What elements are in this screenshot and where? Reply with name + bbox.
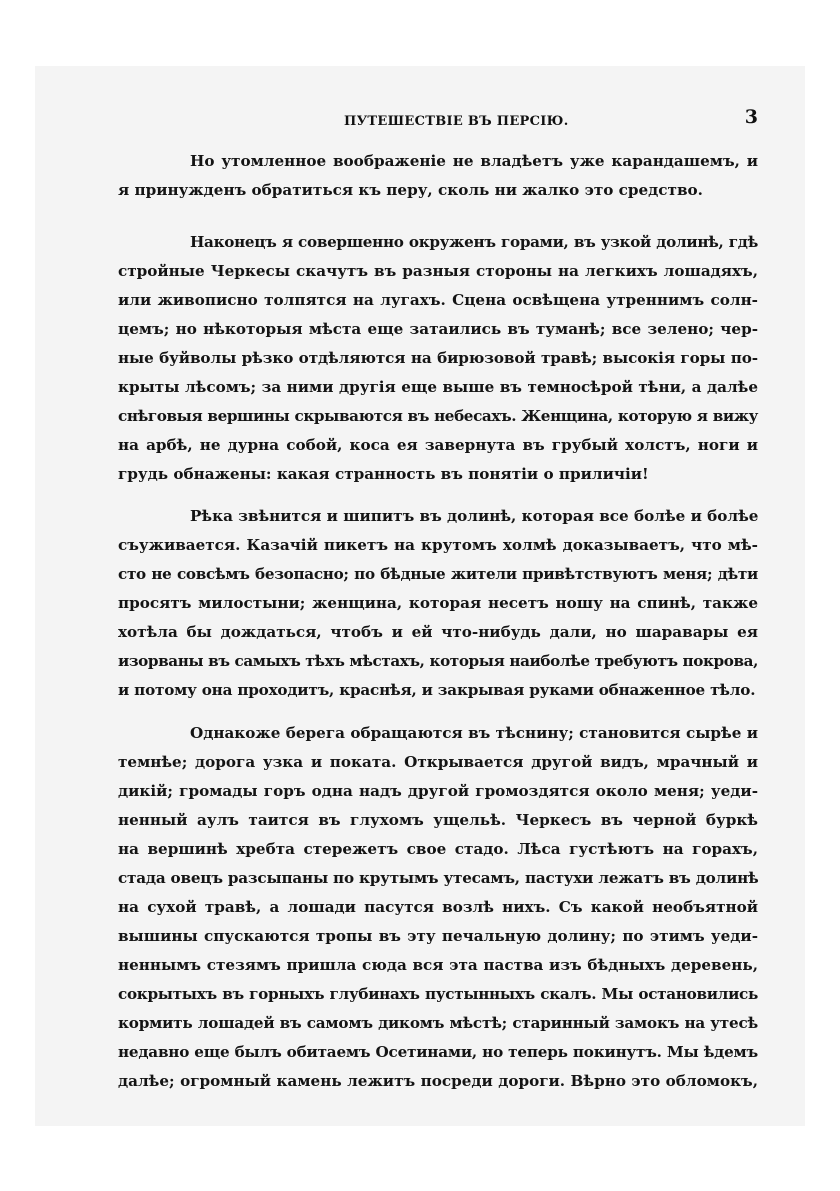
text-line: Однакоже берега обращаются въ тѣснину; становится сырѣе и: [190, 724, 758, 742]
text-line: хотѣла бы дождаться, чтобъ и ей что-нибудь дали, но шаравары ея: [118, 623, 758, 641]
text-line: просятъ милостыни; женщина, которая несетъ ношу на спинѣ, также: [118, 594, 758, 612]
text-line: снѣговыя вершины скрываются въ небесахъ. Женщина, которую я вижу: [118, 407, 758, 425]
text-line: темнѣе; дорога узка и поката. Открывается другой видъ, мрачный и: [118, 753, 758, 771]
text-line: кормить лошадей въ самомъ дикомъ мѣстѣ; старинный замокъ на утесѣ: [118, 1014, 758, 1032]
text-line: на сухой травѣ, а лошади пасутся возлѣ нихъ. Съ какой необъятной: [118, 898, 758, 916]
page-number: 3: [744, 106, 758, 128]
paragraph-1: [118, 147, 758, 205]
text-line: неннымъ стезямъ пришла сюда вся эта паства изъ бѣдныхъ деревень,: [118, 956, 758, 974]
paragraph-2: [118, 228, 758, 489]
text-line: грудь обнажены: какая странность въ понятіи о приличіи!: [118, 465, 649, 483]
text-line: крыты лѣсомъ; за ними другія еще выше въ темносѣрой тѣни, а далѣе: [118, 378, 758, 396]
running-title: ПУТЕШЕСТВІЕ ВЪ ПЕРСІЮ.: [344, 114, 569, 129]
text-line: и потому она проходитъ, краснѣя, и закрывая руками обнаженное тѣло.: [118, 681, 756, 699]
page-header: [118, 96, 768, 136]
text-line: сокрытыхъ въ горныхъ глубинахъ пустынныхъ скалъ. Мы остановились: [118, 985, 758, 1003]
text-line: ненный аулъ таится въ глухомъ ущельѣ. Черкесъ въ черной буркѣ: [118, 811, 758, 829]
text-line: на арбѣ, не дурна собой, коса ея завернута въ грубый холстъ, ноги и: [118, 436, 758, 454]
text-line: Но утомленное воображеніе не владѣетъ уже карандашемъ, и: [190, 152, 758, 170]
text-line: недавно еще былъ обитаемъ Осетинами, но теперь покинутъ. Мы ѣдемъ: [118, 1043, 758, 1061]
text-line: я принужденъ обратиться къ перу, сколь ни жалко это средство.: [118, 181, 703, 199]
text-line: Наконецъ я совершенно окруженъ горами, въ узкой долинѣ, гдѣ: [190, 233, 758, 251]
text-line: изорваны въ самыхъ тѣхъ мѣстахъ, которыя наиболѣе требуютъ покрова,: [118, 652, 758, 670]
text-line: Рѣка звѣнится и шипитъ въ долинѣ, которая все болѣе и болѣе: [190, 507, 759, 525]
text-line: на вершинѣ хребта стережетъ свое стадо. Лѣса густѣютъ на горахъ,: [118, 840, 758, 858]
text-line: сто не совсѣмъ безопасно; по бѣдные жители привѣтствуютъ меня; дѣти: [118, 565, 758, 583]
text-line: ные буйволы рѣзко отдѣляются на бирюзовой травѣ; высокія горы по-: [118, 349, 758, 367]
text-line: стада овецъ разсыпаны по крутымъ утесамъ, пастухи лежатъ въ долинѣ: [118, 869, 759, 887]
text-line: съуживается. Казачій пикетъ на крутомъ холмѣ доказываетъ, что мѣ-: [118, 536, 758, 554]
text-line: стройные Черкесы скачутъ въ разныя стороны на легкихъ лошадяхъ,: [118, 262, 758, 280]
text-line: далѣе; огромный камень лежитъ посреди дороги. Вѣрно это обломокъ,: [118, 1072, 758, 1090]
text-line: или живописно толпятся на лугахъ. Сцена освѣщена утреннимъ солн-: [118, 291, 758, 309]
text-line: вышины спускаются тропы въ эту печальную долину; по этимъ уеди-: [118, 927, 758, 945]
text-line: цемъ; но нѣкоторыя мѣста еще затаились въ туманѣ; все зелено; чер-: [118, 320, 758, 338]
paragraph-3: [118, 502, 758, 705]
paragraph-4: [118, 719, 758, 1096]
text-line: дикій; громады горъ одна надъ другой громоздятся около меня; уеди-: [118, 782, 758, 800]
